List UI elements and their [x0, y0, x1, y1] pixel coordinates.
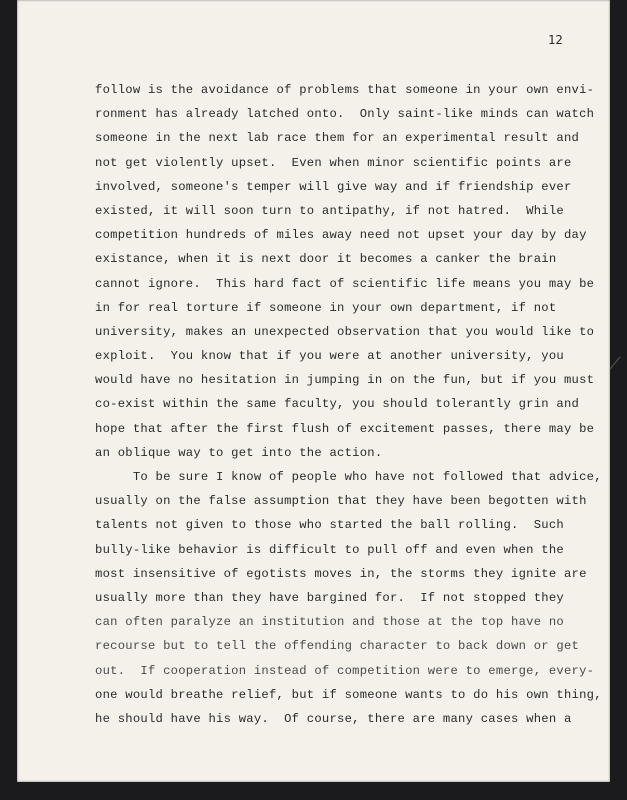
body-text	[95, 78, 602, 731]
text-line: existed, it will soon turn to antipathy, if not hatred. While	[95, 203, 564, 218]
text-line: talents not given to those who started the ball rolling. Such	[95, 518, 564, 533]
text-line: can often paralyze an institution and those at the top have no	[95, 615, 564, 630]
text-line: existance, when it is next door it becomes a canker the brain	[95, 252, 557, 267]
text-line: cannot ignore. This hard fact of scientific life means you may be	[95, 276, 595, 291]
text-line: recourse but to tell the offending character to back down or get	[95, 639, 580, 654]
typewritten-page	[17, 0, 610, 782]
text-line: an oblique way to get into the action.	[95, 445, 383, 460]
text-line: exploit. You know that if you were at another university, you	[95, 349, 564, 364]
text-line: university, makes an unexpected observation that you would like to	[95, 324, 595, 339]
text-line: co-exist within the same faculty, you should tolerantly grin and	[95, 397, 580, 412]
text-line: To be sure I know of people who have not followed that advice,	[95, 470, 602, 484]
text-line: competition hundreds of miles away need not upset your day by day	[95, 228, 587, 243]
text-line: follow is the avoidance of problems that someone in your own envi-	[95, 83, 595, 97]
text-line: hope that after the first flush of excitement passes, there may be	[95, 421, 595, 436]
text-line: someone in the next lab race them for an experimental result and	[95, 131, 580, 146]
text-line: ronment has already latched onto. Only saint-like minds can watch	[95, 107, 595, 122]
text-line: one would breathe relief, but if someone wants to do his own thing,	[95, 687, 602, 702]
text-line: would have no hesitation in jumping in on the fun, but if you must	[95, 373, 595, 388]
text-line: not get violently upset. Even when minor scientific points are	[95, 155, 572, 170]
text-line: usually more than they have bargined for. If not stopped they	[95, 590, 564, 605]
text-line: most insensitive of egotists moves in, the storms they ignite are	[95, 566, 587, 581]
text-line: bully-like behavior is difficult to pull off and even when the	[95, 542, 564, 557]
text-line: in for real torture if someone in your own department, if not	[95, 300, 557, 315]
text-line: he should have his way. Of course, there are many cases when a	[95, 711, 572, 726]
text-line: usually on the false assumption that they have been begotten with	[95, 494, 587, 509]
text-line: out. If cooperation instead of competition were to emerge, every-	[95, 663, 595, 678]
text-line: involved, someone's temper will give way and if friendship ever	[95, 179, 572, 194]
margin-pencil-mark-icon	[607, 355, 623, 371]
page-number: 12	[548, 33, 563, 47]
